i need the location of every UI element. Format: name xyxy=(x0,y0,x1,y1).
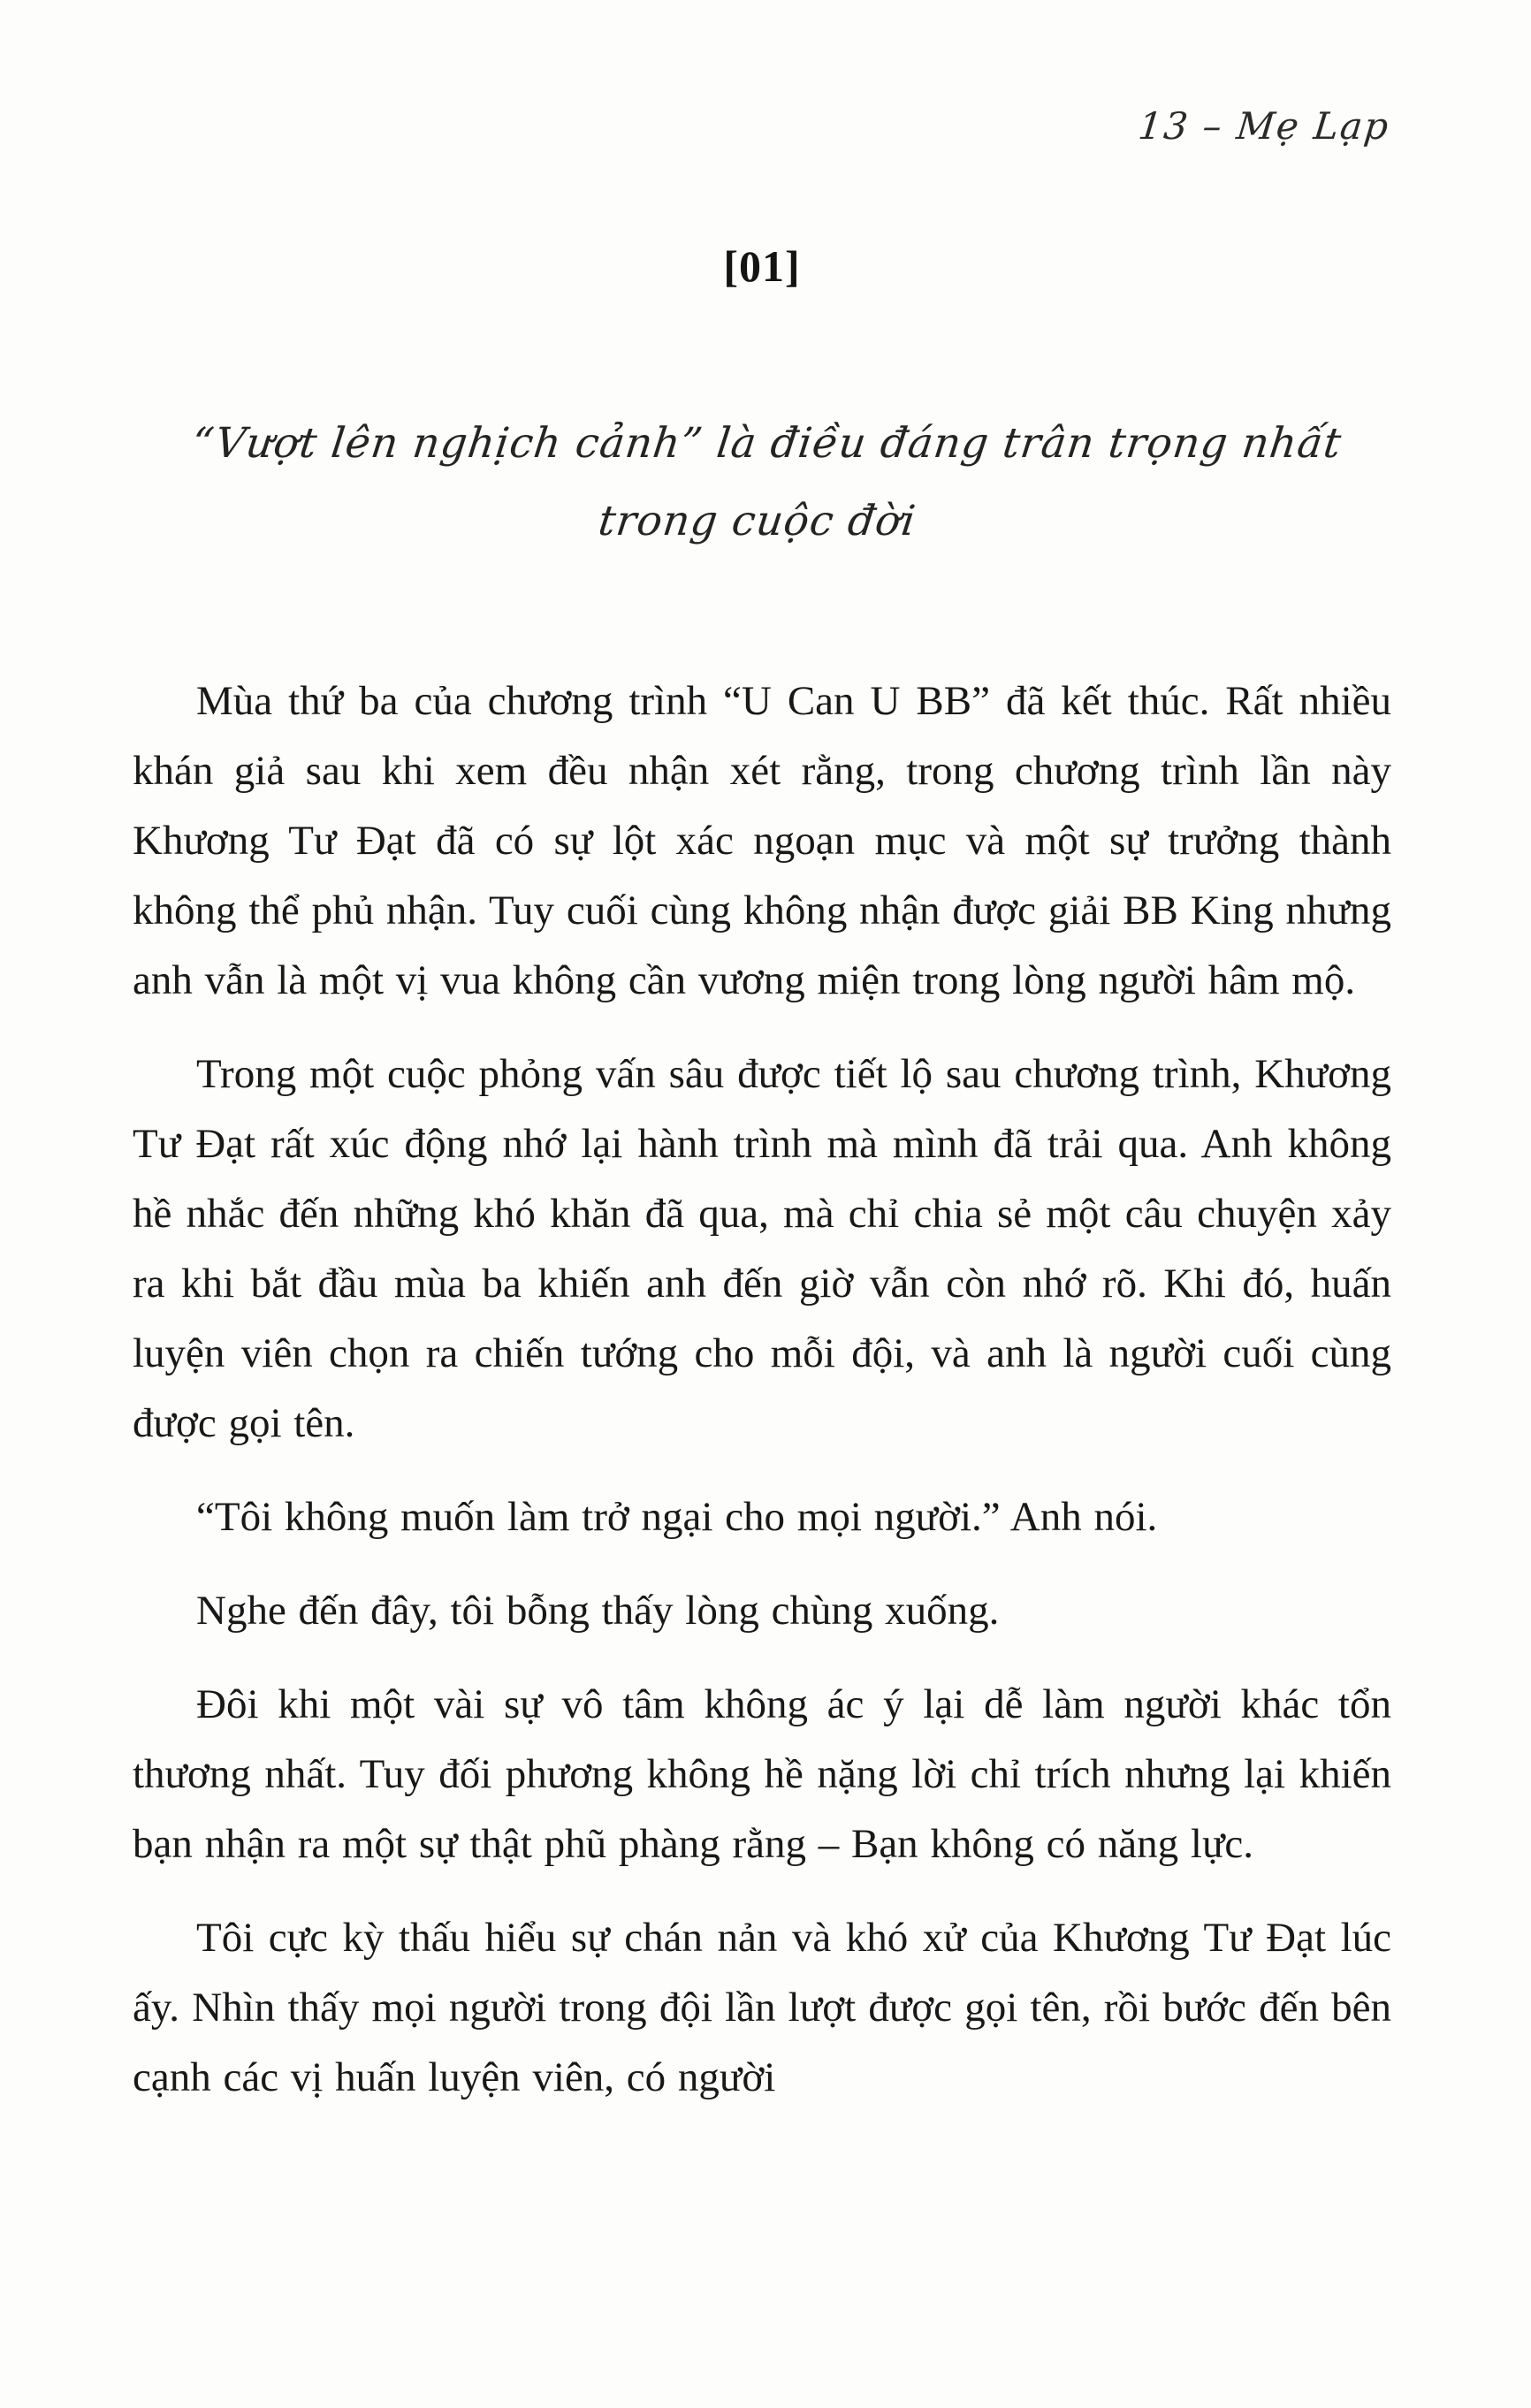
chapter-title-line-1: “Vượt lên nghịch cảnh” là điều đáng trân trọng nhất xyxy=(188,419,1344,468)
chapter-title xyxy=(123,405,1401,560)
body-paragraph: Trong một cuộc phỏng vấn sâu được tiết lộ sau chương trình, Khương Tư Đạt rất xúc động nhớ lại hành trình mà mình đã trải qua. Anh không hề nhắc đến những khó khăn đã qua, mà chỉ chia sẻ một câu chuyện xảy ra khi bắt đầu mùa ba khiến anh đến giờ vẫn còn nhớ rõ. Khi đó, huấn luyện viên chọn ra chiến tướng cho mỗi đội, và anh là người cuối cùng được gọi tên. xyxy=(133,1051,1391,1446)
body-text xyxy=(133,667,1391,2113)
body-paragraph: Nghe đến đây, tôi bỗng thấy lòng chùng xuống. xyxy=(196,1588,1000,1634)
running-head: 13 – Mẹ Lạp xyxy=(1136,104,1392,148)
body-paragraph: Đôi khi một vài sự vô tâm không ác ý lại dễ làm người khác tổn thương nhất. Tuy đối phương không hề nặng lời chỉ trích nhưng lại khiến bạn nhận ra một sự thật phũ phàng rằng – Bạn không có năng lực. xyxy=(133,1681,1391,1867)
body-paragraph: Mùa thứ ba của chương trình “U Can U BB” đã kết thúc. Rất nhiều khán giả sau khi xem đều nhận xét rằng, trong chương trình lần này Khương Tư Đạt đã có sự lột xác ngoạn mục và một sự trưởng thành không thể phủ nhận. Tuy cuối cùng không nhận được giải BB King nhưng anh vẫn là một vị vua không cần vương miện trong lòng người hâm mộ. xyxy=(133,678,1391,1003)
chapter-number: [01] xyxy=(723,241,801,291)
body-paragraph: “Tôi không muốn làm trở ngại cho mọi người.” Anh nói. xyxy=(196,1494,1158,1540)
body-paragraph: Tôi cực kỳ thấu hiểu sự chán nản và khó xử của Khương Tư Đạt lúc ấy. Nhìn thấy mọi người trong đội lần lượt được gọi tên, rồi bước đến bên cạnh các vị huấn luyện viên, có người xyxy=(133,1915,1391,2100)
chapter-title-line-2: trong cuộc đời xyxy=(596,497,919,545)
